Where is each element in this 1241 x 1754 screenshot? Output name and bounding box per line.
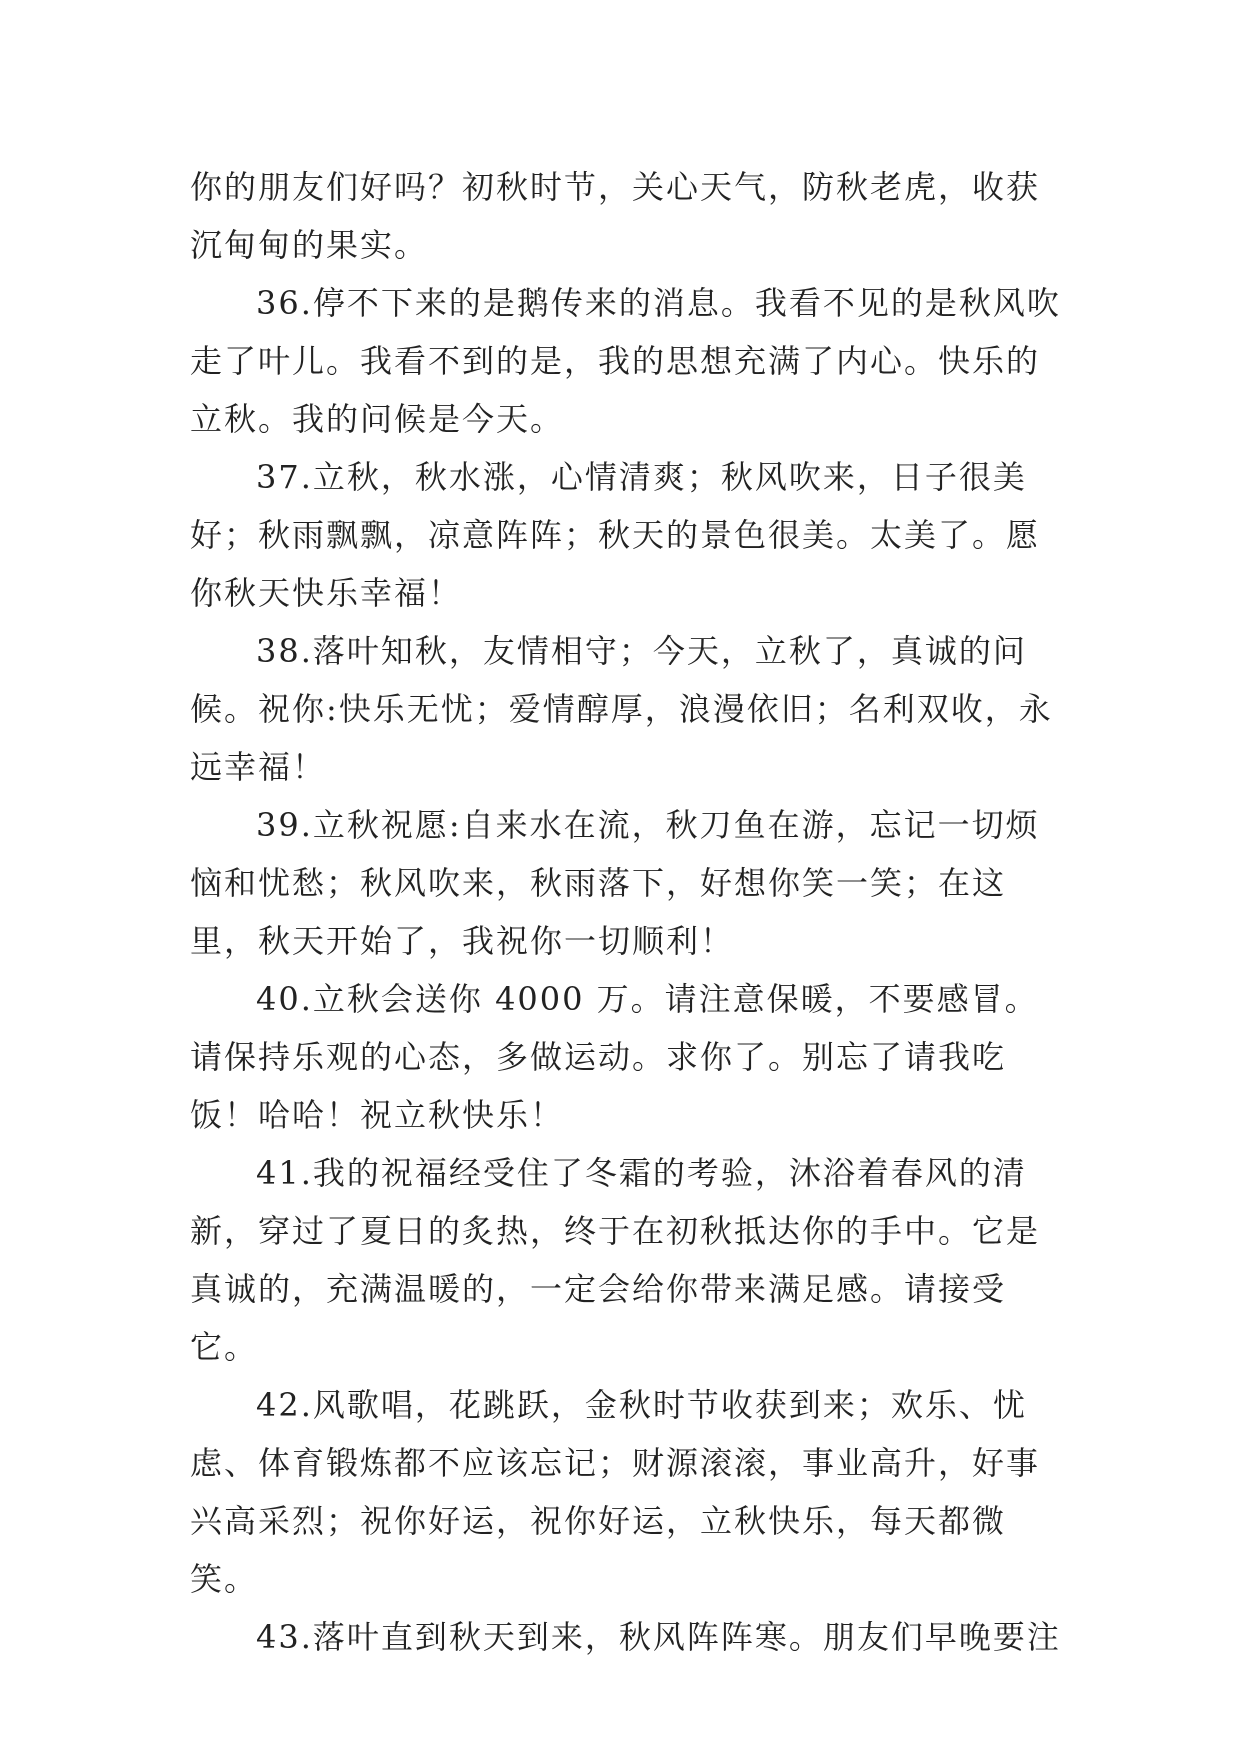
paragraph-37: 37.立秋，秋水涨，心情清爽；秋风吹来，日子很美好；秋雨飘飘，凉意阵阵；秋天的景色很美。太美了。愿你秋天快乐幸福！: [190, 458, 1041, 612]
paragraph-36: 36.停不下来的是鹅传来的消息。我看不见的是秋风吹走了叶儿。我看不到的是，我的思想充满了内心。快乐的立秋。我的问候是今天。: [190, 284, 1061, 438]
paragraph-continuation: 你的朋友们好吗？初秋时节，关心天气，防秋老虎，收获沉甸甸的果实。: [190, 168, 1041, 264]
paragraph-39: 39.立秋祝愿:自来水在流，秋刀鱼在游，忘记一切烦恼和忧愁；秋风吹来，秋雨落下，好想你笑一笑；在这里，秋天开始了，我祝你一切顺利！: [190, 806, 1040, 960]
paragraph-38: 38.落叶知秋，友情相守；今天，立秋了，真诚的问候。祝你:快乐无忧；爱情醇厚，浪漫依旧；名利双收，永远幸福！: [190, 632, 1053, 786]
paragraph-42: 42.风歌唱，花跳跃，金秋时节收获到来；欢乐、忧虑、体育锻炼都不应该忘记；财源滚滚，事业高升，好事兴高采烈；祝你好运，祝你好运，立秋快乐，每天都微笑。: [190, 1386, 1041, 1598]
paragraph-41: 41.我的祝福经受住了冬霜的考验，沐浴着春风的清新，穿过了夏日的炙热，终于在初秋抵达你的手中。它是真诚的，充满温暖的，一定会给你带来满足感。请接受它。: [190, 1154, 1041, 1366]
paragraph-40: 40.立秋会送你 4000 万。请注意保暖，不要感冒。请保持乐观的心态，多做运动。求你了。别忘了请我吃饭！哈哈！祝立秋快乐！: [190, 980, 1039, 1134]
document-body: [190, 158, 1070, 1666]
paragraph-43: 43.落叶直到秋天到来，秋风阵阵寒。朋友们早晚要注: [256, 1618, 1061, 1656]
